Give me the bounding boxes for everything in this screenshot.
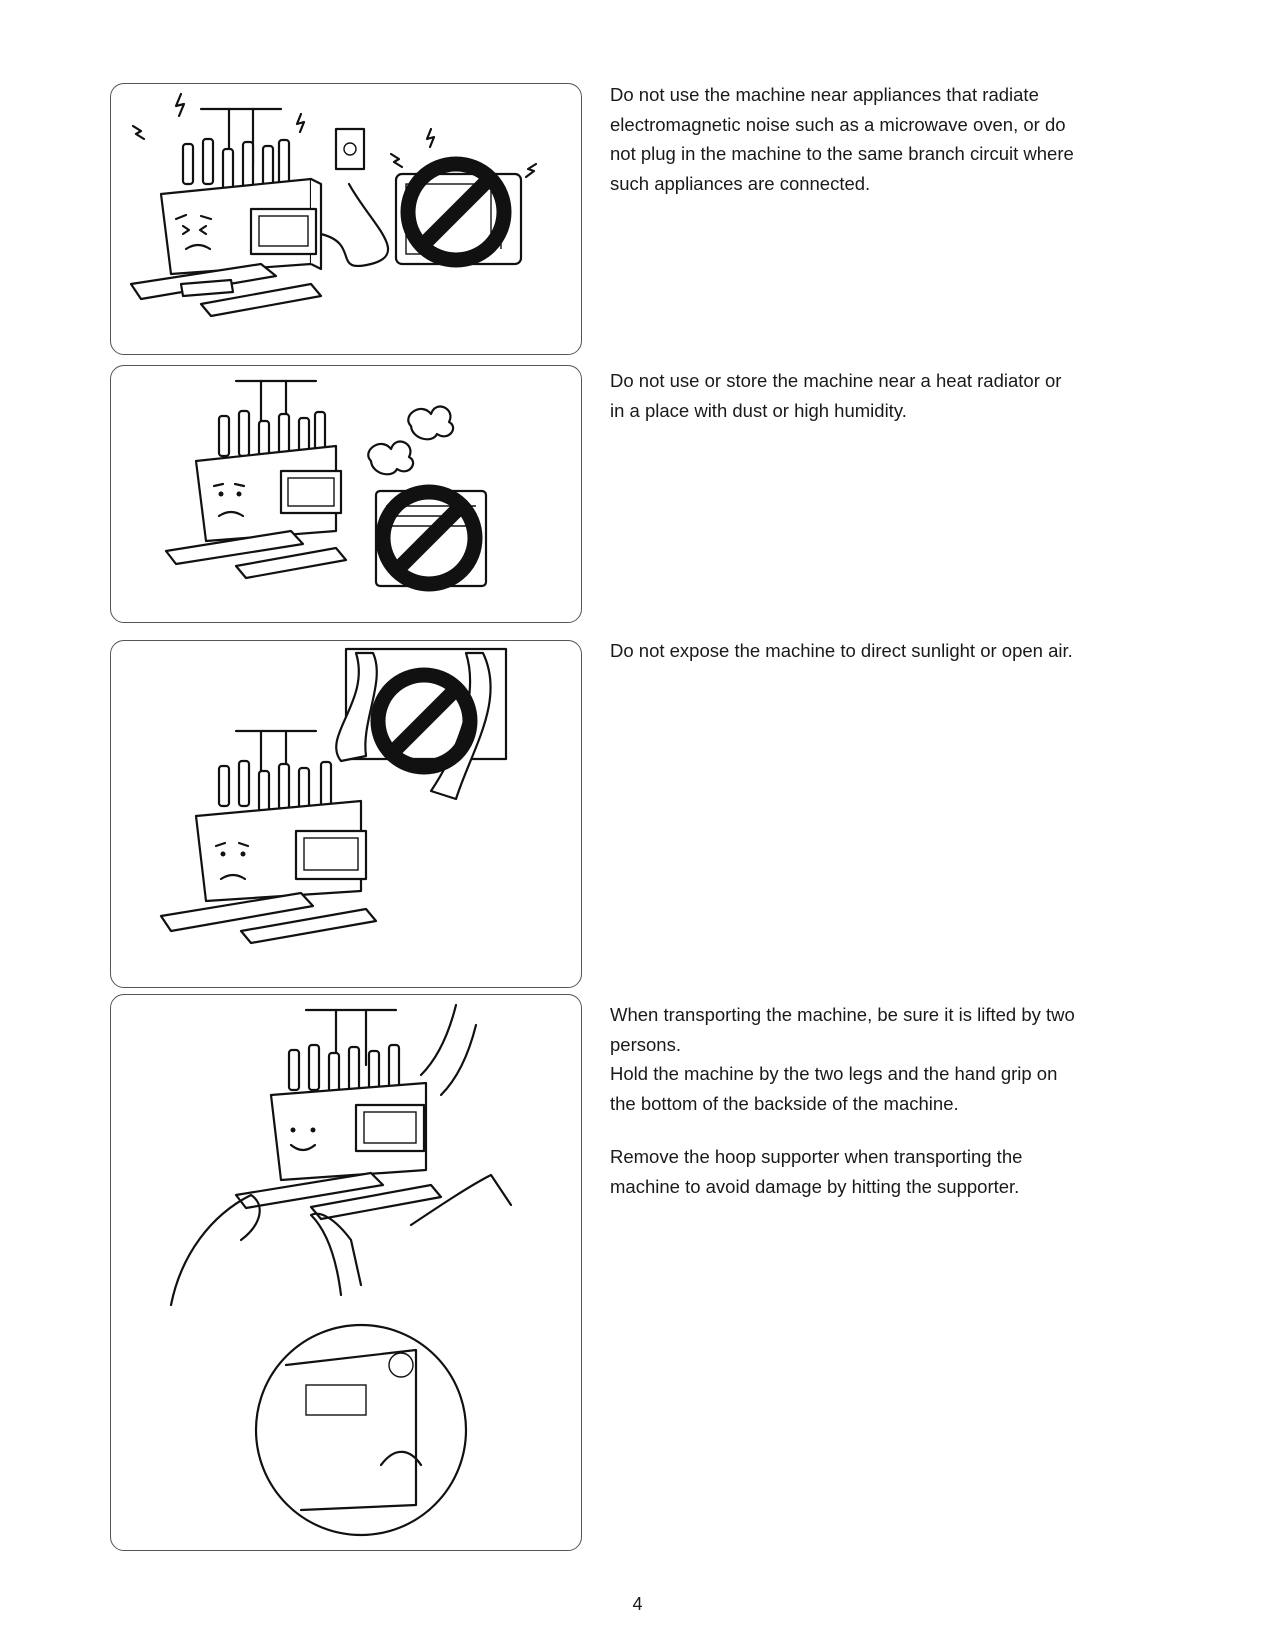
section-3-text [610,636,1080,666]
section-4-text [610,1000,1080,1201]
section-4-paragraph-3: Remove the hoop supporter when transporting the machine to avoid damage by hitting the supporter. [610,1146,1023,1197]
section-2-paragraph-1: Do not use or store the machine near a heat radiator or in a place with dust or high humidity. [610,370,1062,421]
section-4-paragraph-1: When transporting the machine, be sure it is lifted by two persons. [610,1004,1075,1055]
illustration-microwave-warning [110,83,582,355]
section-4-paragraph-2: Hold the machine by the two legs and the hand grip on the bottom of the backside of the machine. [610,1063,1058,1114]
illustration-transport-instructions [110,994,582,1551]
machine-near-heater-illustration [111,366,581,622]
section-1-paragraph-1: Do not use the machine near appliances that radiate electromagnetic noise such as a microwave oven, or do not plug in the machine to the same branch circuit where such appliances are connected. [610,84,1074,194]
section-3-paragraph-1: Do not expose the machine to direct sunlight or open air. [610,640,1073,661]
machine-near-window-illustration [111,641,581,987]
machine-near-microwave-illustration [111,84,581,354]
illustration-heat-radiator-warning [110,365,582,623]
page-number: 4 [632,1594,643,1614]
machine-lifted-by-hands-illustration [111,995,581,1550]
section-1-text [610,80,1080,198]
illustration-sunlight-warning [110,640,582,988]
section-2-text [610,366,1080,425]
